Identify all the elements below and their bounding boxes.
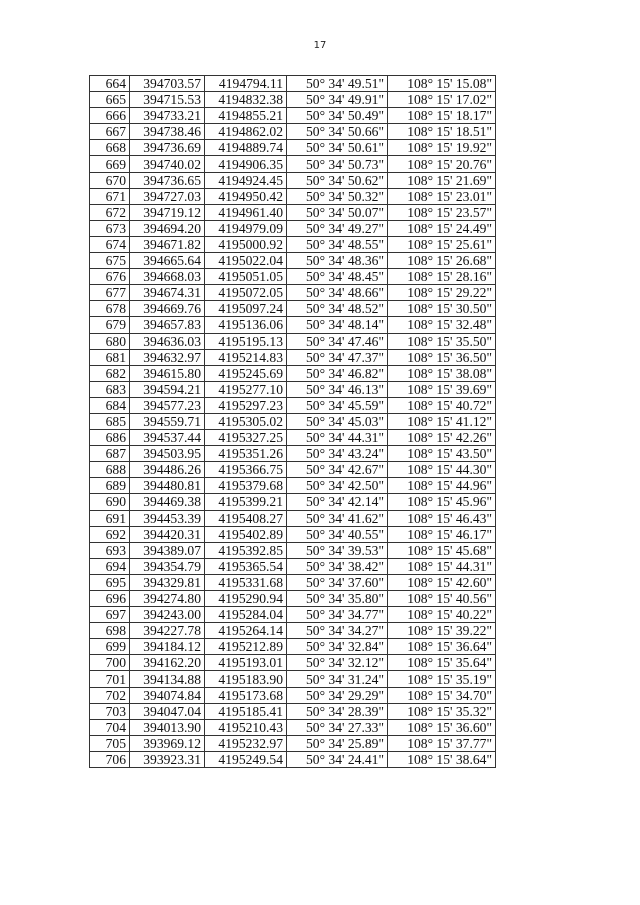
x-coordinate-cell: 394389.07 [130,542,205,558]
longitude-cell: 108° 15' 19.92" [388,140,496,156]
point-number-cell: 668 [90,140,130,156]
table-row [90,188,496,204]
x-coordinate-cell: 394594.21 [130,381,205,397]
latitude-cell: 50° 34' 48.14" [287,317,388,333]
latitude-cell: 50° 34' 50.32" [287,188,388,204]
point-number-cell: 699 [90,639,130,655]
y-coordinate-cell: 4195408.27 [205,510,287,526]
table-row [90,236,496,252]
y-coordinate-cell: 4195051.05 [205,269,287,285]
point-number-cell: 684 [90,397,130,413]
longitude-cell: 108° 15' 35.19" [388,671,496,687]
x-coordinate-cell: 394274.80 [130,591,205,607]
table-row [90,108,496,124]
point-number-cell: 675 [90,253,130,269]
longitude-cell: 108° 15' 18.51" [388,124,496,140]
point-number-cell: 671 [90,188,130,204]
x-coordinate-cell: 394184.12 [130,639,205,655]
latitude-cell: 50° 34' 32.12" [287,655,388,671]
longitude-cell: 108° 15' 46.17" [388,526,496,542]
y-coordinate-cell: 4194979.09 [205,220,287,236]
y-coordinate-cell: 4195264.14 [205,623,287,639]
point-number-cell: 670 [90,172,130,188]
table-row [90,558,496,574]
latitude-cell: 50° 34' 29.29" [287,687,388,703]
longitude-cell: 108° 15' 39.22" [388,623,496,639]
point-number-cell: 681 [90,349,130,365]
point-number-cell: 680 [90,333,130,349]
x-coordinate-cell: 394671.82 [130,236,205,252]
y-coordinate-cell: 4194961.40 [205,204,287,220]
latitude-cell: 50° 34' 47.46" [287,333,388,349]
longitude-cell: 108° 15' 20.76" [388,156,496,172]
x-coordinate-cell: 394354.79 [130,558,205,574]
longitude-cell: 108° 15' 38.08" [388,365,496,381]
x-coordinate-cell: 394632.97 [130,349,205,365]
x-coordinate-cell: 394665.64 [130,253,205,269]
y-coordinate-cell: 4195392.85 [205,542,287,558]
latitude-cell: 50° 34' 48.55" [287,236,388,252]
y-coordinate-cell: 4195399.21 [205,494,287,510]
table-row [90,301,496,317]
table-row [90,92,496,108]
x-coordinate-cell: 394694.20 [130,220,205,236]
table-row [90,140,496,156]
latitude-cell: 50° 34' 32.84" [287,639,388,655]
table-row [90,639,496,655]
latitude-cell: 50° 34' 42.14" [287,494,388,510]
table-row [90,285,496,301]
point-number-cell: 672 [90,204,130,220]
table-row [90,349,496,365]
longitude-cell: 108° 15' 44.96" [388,478,496,494]
longitude-cell: 108° 15' 36.50" [388,349,496,365]
longitude-cell: 108° 15' 45.96" [388,494,496,510]
latitude-cell: 50° 34' 50.49" [287,108,388,124]
latitude-cell: 50° 34' 28.39" [287,703,388,719]
longitude-cell: 108° 15' 37.77" [388,735,496,751]
table-row [90,719,496,735]
x-coordinate-cell: 394537.44 [130,430,205,446]
latitude-cell: 50° 34' 45.03" [287,413,388,429]
x-coordinate-cell: 394715.53 [130,92,205,108]
latitude-cell: 50° 34' 27.33" [287,719,388,735]
table-row [90,687,496,703]
longitude-cell: 108° 15' 38.64" [388,751,496,767]
x-coordinate-cell: 394668.03 [130,269,205,285]
y-coordinate-cell: 4195290.94 [205,591,287,607]
y-coordinate-cell: 4195331.68 [205,574,287,590]
longitude-cell: 108° 15' 35.50" [388,333,496,349]
longitude-cell: 108° 15' 25.61" [388,236,496,252]
longitude-cell: 108° 15' 40.72" [388,397,496,413]
longitude-cell: 108° 15' 45.68" [388,542,496,558]
y-coordinate-cell: 4195402.89 [205,526,287,542]
table-row [90,671,496,687]
y-coordinate-cell: 4194832.38 [205,92,287,108]
x-coordinate-cell: 394243.00 [130,607,205,623]
y-coordinate-cell: 4195185.41 [205,703,287,719]
point-number-cell: 695 [90,574,130,590]
point-number-cell: 704 [90,719,130,735]
x-coordinate-cell: 394727.03 [130,188,205,204]
latitude-cell: 50° 34' 35.80" [287,591,388,607]
point-number-cell: 701 [90,671,130,687]
latitude-cell: 50° 34' 40.55" [287,526,388,542]
x-coordinate-cell: 394047.04 [130,703,205,719]
table-row [90,220,496,236]
x-coordinate-cell: 394669.76 [130,301,205,317]
x-coordinate-cell: 394486.26 [130,462,205,478]
table-row [90,478,496,494]
x-coordinate-cell: 394719.12 [130,204,205,220]
longitude-cell: 108° 15' 29.22" [388,285,496,301]
y-coordinate-cell: 4195072.05 [205,285,287,301]
table-row [90,317,496,333]
table-row [90,430,496,446]
latitude-cell: 50° 34' 48.45" [287,269,388,285]
latitude-cell: 50° 34' 48.52" [287,301,388,317]
latitude-cell: 50° 34' 34.77" [287,607,388,623]
y-coordinate-cell: 4195245.69 [205,365,287,381]
table-row [90,269,496,285]
longitude-cell: 108° 15' 18.17" [388,108,496,124]
point-number-cell: 676 [90,269,130,285]
point-number-cell: 691 [90,510,130,526]
latitude-cell: 50° 34' 43.24" [287,446,388,462]
longitude-cell: 108° 15' 32.48" [388,317,496,333]
table-row [90,333,496,349]
latitude-cell: 50° 34' 50.73" [287,156,388,172]
longitude-cell: 108° 15' 43.50" [388,446,496,462]
point-number-cell: 674 [90,236,130,252]
x-coordinate-cell: 394559.71 [130,413,205,429]
x-coordinate-cell: 394703.57 [130,76,205,92]
y-coordinate-cell: 4195022.04 [205,253,287,269]
table-row [90,607,496,623]
x-coordinate-cell: 394657.83 [130,317,205,333]
point-number-cell: 673 [90,220,130,236]
point-number-cell: 683 [90,381,130,397]
longitude-cell: 108° 15' 35.32" [388,703,496,719]
y-coordinate-cell: 4194794.11 [205,76,287,92]
longitude-cell: 108° 15' 28.16" [388,269,496,285]
y-coordinate-cell: 4195097.24 [205,301,287,317]
point-number-cell: 664 [90,76,130,92]
x-coordinate-cell: 394615.80 [130,365,205,381]
x-coordinate-cell: 394636.03 [130,333,205,349]
table-row [90,446,496,462]
point-number-cell: 689 [90,478,130,494]
latitude-cell: 50° 34' 50.62" [287,172,388,188]
table-row [90,204,496,220]
point-number-cell: 685 [90,413,130,429]
longitude-cell: 108° 15' 30.50" [388,301,496,317]
table-row [90,735,496,751]
x-coordinate-cell: 393923.31 [130,751,205,767]
longitude-cell: 108° 15' 46.43" [388,510,496,526]
longitude-cell: 108° 15' 26.68" [388,253,496,269]
x-coordinate-cell: 394577.23 [130,397,205,413]
y-coordinate-cell: 4195305.02 [205,413,287,429]
point-number-cell: 669 [90,156,130,172]
point-number-cell: 700 [90,655,130,671]
x-coordinate-cell: 394738.46 [130,124,205,140]
x-coordinate-cell: 394469.38 [130,494,205,510]
point-number-cell: 696 [90,591,130,607]
latitude-cell: 50° 34' 34.27" [287,623,388,639]
point-number-cell: 705 [90,735,130,751]
y-coordinate-cell: 4195366.75 [205,462,287,478]
y-coordinate-cell: 4195351.26 [205,446,287,462]
table-row [90,703,496,719]
y-coordinate-cell: 4195193.01 [205,655,287,671]
latitude-cell: 50° 34' 31.24" [287,671,388,687]
latitude-cell: 50° 34' 39.53" [287,542,388,558]
latitude-cell: 50° 34' 50.61" [287,140,388,156]
x-coordinate-cell: 394736.65 [130,172,205,188]
latitude-cell: 50° 34' 46.82" [287,365,388,381]
table-row [90,156,496,172]
longitude-cell: 108° 15' 17.02" [388,92,496,108]
table-row [90,574,496,590]
y-coordinate-cell: 4195173.68 [205,687,287,703]
x-coordinate-cell: 394674.31 [130,285,205,301]
y-coordinate-cell: 4195136.06 [205,317,287,333]
point-number-cell: 677 [90,285,130,301]
coordinates-table-body [90,76,496,768]
point-number-cell: 679 [90,317,130,333]
y-coordinate-cell: 4195232.97 [205,735,287,751]
x-coordinate-cell: 393969.12 [130,735,205,751]
x-coordinate-cell: 394013.90 [130,719,205,735]
point-number-cell: 667 [90,124,130,140]
point-number-cell: 706 [90,751,130,767]
table-row [90,462,496,478]
y-coordinate-cell: 4194889.74 [205,140,287,156]
table-row [90,413,496,429]
latitude-cell: 50° 34' 42.67" [287,462,388,478]
x-coordinate-cell: 394420.31 [130,526,205,542]
y-coordinate-cell: 4195214.83 [205,349,287,365]
longitude-cell: 108° 15' 35.64" [388,655,496,671]
longitude-cell: 108° 15' 23.57" [388,204,496,220]
y-coordinate-cell: 4195212.89 [205,639,287,655]
latitude-cell: 50° 34' 25.89" [287,735,388,751]
table-row [90,591,496,607]
y-coordinate-cell: 4195183.90 [205,671,287,687]
coordinates-table [89,75,496,768]
y-coordinate-cell: 4194906.35 [205,156,287,172]
table-row [90,76,496,92]
latitude-cell: 50° 34' 46.13" [287,381,388,397]
point-number-cell: 692 [90,526,130,542]
y-coordinate-cell: 4195210.43 [205,719,287,735]
longitude-cell: 108° 15' 34.70" [388,687,496,703]
point-number-cell: 686 [90,430,130,446]
y-coordinate-cell: 4194924.45 [205,172,287,188]
latitude-cell: 50° 34' 49.51" [287,76,388,92]
point-number-cell: 665 [90,92,130,108]
longitude-cell: 108° 15' 24.49" [388,220,496,236]
table-row [90,751,496,767]
point-number-cell: 702 [90,687,130,703]
point-number-cell: 678 [90,301,130,317]
x-coordinate-cell: 394162.20 [130,655,205,671]
longitude-cell: 108° 15' 44.30" [388,462,496,478]
longitude-cell: 108° 15' 41.12" [388,413,496,429]
latitude-cell: 50° 34' 42.50" [287,478,388,494]
y-coordinate-cell: 4194855.21 [205,108,287,124]
x-coordinate-cell: 394733.21 [130,108,205,124]
longitude-cell: 108° 15' 21.69" [388,172,496,188]
page-number: 17 [313,40,327,51]
table-row [90,542,496,558]
longitude-cell: 108° 15' 36.60" [388,719,496,735]
point-number-cell: 694 [90,558,130,574]
table-row [90,526,496,542]
longitude-cell: 108° 15' 36.64" [388,639,496,655]
longitude-cell: 108° 15' 40.22" [388,607,496,623]
point-number-cell: 666 [90,108,130,124]
table-row [90,655,496,671]
latitude-cell: 50° 34' 41.62" [287,510,388,526]
point-number-cell: 682 [90,365,130,381]
y-coordinate-cell: 4195284.04 [205,607,287,623]
x-coordinate-cell: 394074.84 [130,687,205,703]
latitude-cell: 50° 34' 47.37" [287,349,388,365]
latitude-cell: 50° 34' 50.66" [287,124,388,140]
longitude-cell: 108° 15' 15.08" [388,76,496,92]
table-row [90,172,496,188]
latitude-cell: 50° 34' 24.41" [287,751,388,767]
longitude-cell: 108° 15' 42.26" [388,430,496,446]
y-coordinate-cell: 4195249.54 [205,751,287,767]
x-coordinate-cell: 394329.81 [130,574,205,590]
longitude-cell: 108° 15' 40.56" [388,591,496,607]
table-row [90,494,496,510]
table-row [90,623,496,639]
table-row [90,365,496,381]
latitude-cell: 50° 34' 49.27" [287,220,388,236]
x-coordinate-cell: 394503.95 [130,446,205,462]
x-coordinate-cell: 394740.02 [130,156,205,172]
latitude-cell: 50° 34' 38.42" [287,558,388,574]
y-coordinate-cell: 4194862.02 [205,124,287,140]
table-row [90,381,496,397]
point-number-cell: 697 [90,607,130,623]
y-coordinate-cell: 4194950.42 [205,188,287,204]
table-row [90,510,496,526]
point-number-cell: 693 [90,542,130,558]
point-number-cell: 690 [90,494,130,510]
latitude-cell: 50° 34' 48.36" [287,253,388,269]
longitude-cell: 108° 15' 42.60" [388,574,496,590]
point-number-cell: 698 [90,623,130,639]
x-coordinate-cell: 394227.78 [130,623,205,639]
longitude-cell: 108° 15' 39.69" [388,381,496,397]
latitude-cell: 50° 34' 44.31" [287,430,388,446]
latitude-cell: 50° 34' 48.66" [287,285,388,301]
longitude-cell: 108° 15' 23.01" [388,188,496,204]
latitude-cell: 50° 34' 45.59" [287,397,388,413]
y-coordinate-cell: 4195327.25 [205,430,287,446]
x-coordinate-cell: 394480.81 [130,478,205,494]
x-coordinate-cell: 394736.69 [130,140,205,156]
table-row [90,253,496,269]
y-coordinate-cell: 4195195.13 [205,333,287,349]
y-coordinate-cell: 4195000.92 [205,236,287,252]
y-coordinate-cell: 4195379.68 [205,478,287,494]
x-coordinate-cell: 394134.88 [130,671,205,687]
y-coordinate-cell: 4195297.23 [205,397,287,413]
latitude-cell: 50° 34' 49.91" [287,92,388,108]
y-coordinate-cell: 4195365.54 [205,558,287,574]
y-coordinate-cell: 4195277.10 [205,381,287,397]
point-number-cell: 703 [90,703,130,719]
longitude-cell: 108° 15' 44.31" [388,558,496,574]
x-coordinate-cell: 394453.39 [130,510,205,526]
latitude-cell: 50° 34' 50.07" [287,204,388,220]
point-number-cell: 688 [90,462,130,478]
table-row [90,124,496,140]
point-number-cell: 687 [90,446,130,462]
table-row [90,397,496,413]
latitude-cell: 50° 34' 37.60" [287,574,388,590]
